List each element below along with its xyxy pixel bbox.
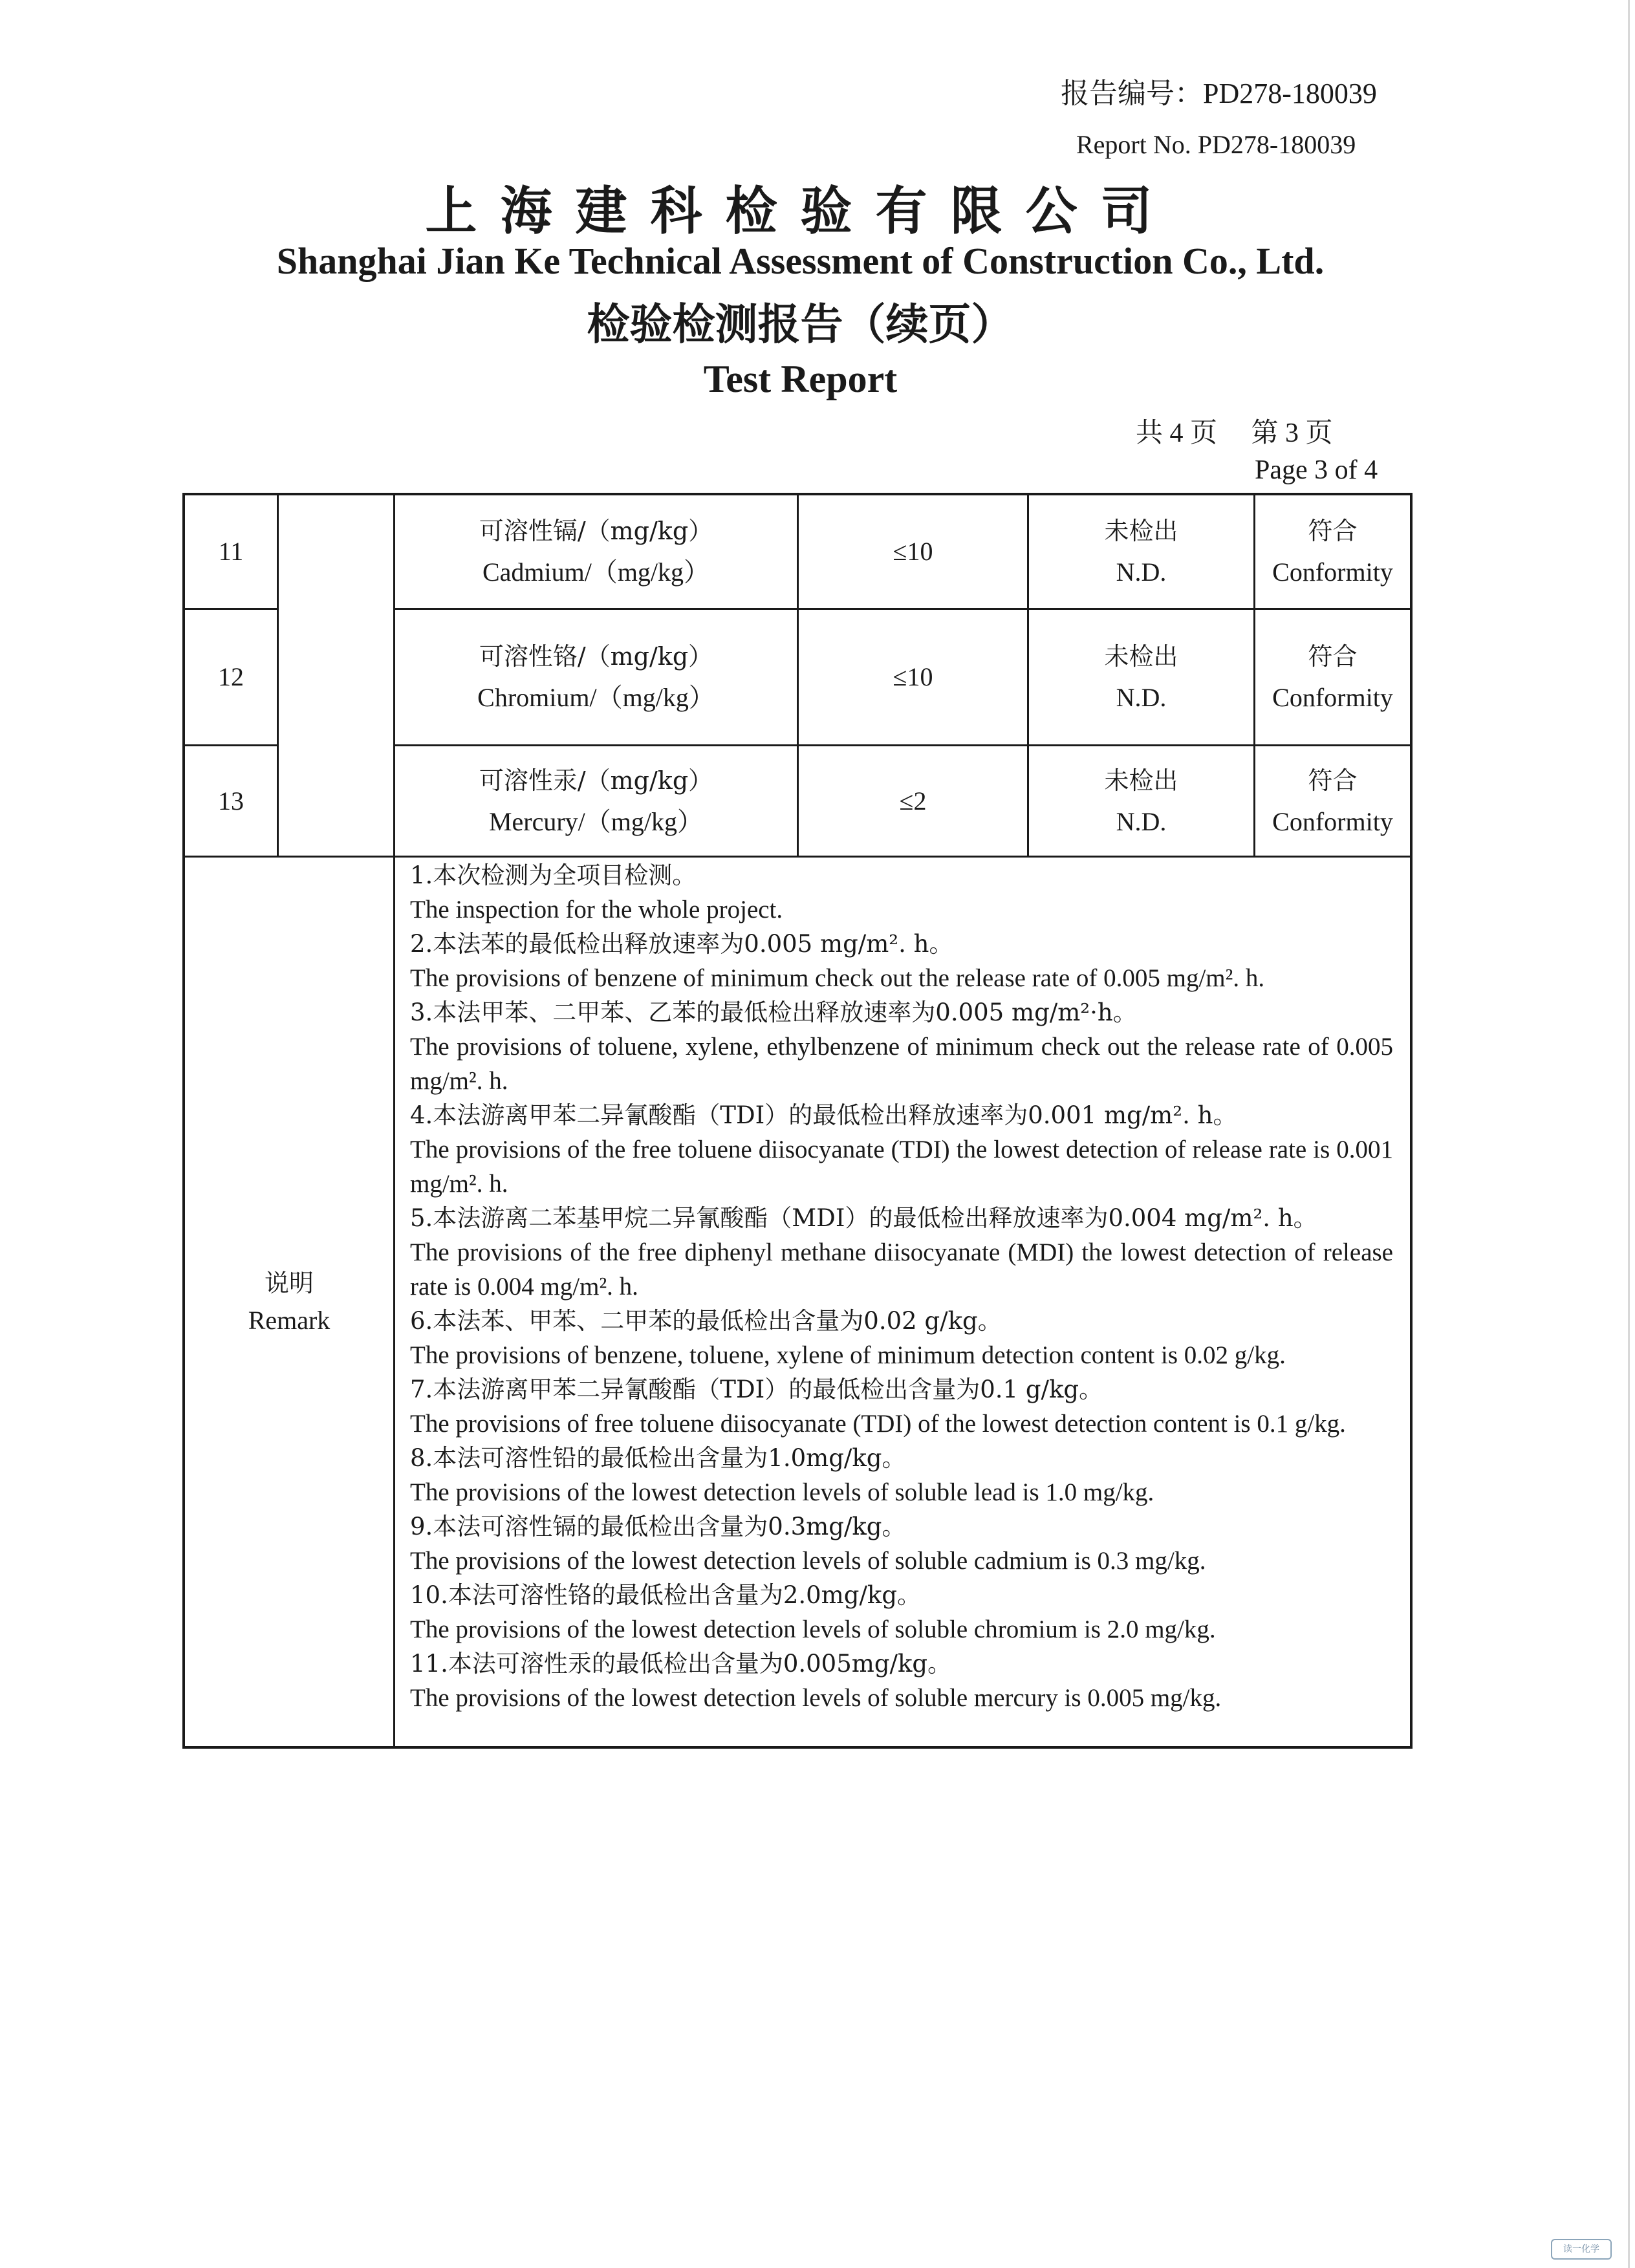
row-number: 12 [218, 662, 244, 691]
remark-line-en: The provisions of the lowest detection levels of soluble cadmium is 0.3 mg/kg. [410, 1547, 1206, 1575]
report-title-cn: 检验检测报告（续页） [587, 299, 1014, 349]
report-number-cn: 报告编号：PD278-180039 [1061, 78, 1377, 109]
table-border-right [1410, 493, 1413, 1749]
test-result-en: N.D. [1116, 557, 1167, 587]
test-item-en: Mercury/（mg/kg） [488, 806, 704, 836]
test-item-cn: 可溶性镉/（mg/kg） [479, 517, 713, 545]
watermark-stamp: 读一化学 [1551, 2239, 1612, 2260]
test-item [395, 746, 797, 856]
remark-line-cn: 8.本法可溶性铅的最低检出含量为1.0mg/kg。 [410, 1444, 906, 1472]
remark-line-en: The provisions of free toluene diisocyanate (TDI) of the lowest detection content is 0.1 g/kg. [410, 1410, 1346, 1438]
test-item-cn: 可溶性铬/（mg/kg） [479, 642, 713, 671]
table-border-bottom [182, 1746, 1413, 1749]
verdict-en: Conformity [1272, 806, 1393, 836]
verdict-en: Conformity [1272, 557, 1393, 587]
remark-line-en: The provisions of toluene, xylene, ethylbenzene of minimum check out the release rate of 0.005 mg/m². h. [410, 1033, 1393, 1095]
remark-line-cn: 6.本法苯、甲苯、二甲苯的最低检出含量为0.02 g/kg。 [410, 1307, 1002, 1335]
page-count-en: Page 3 of 4 [1255, 455, 1378, 485]
remark-line-cn: 5.本法游离二苯基甲烷二异氰酸酯（MDI）的最低检出释放速率为0.004 mg/m². h。 [410, 1204, 1317, 1232]
company-name-en: Shanghai Jian Ke Technical Assessment of Construction Co., Ltd. [276, 240, 1325, 282]
test-result-cn: 未检出 [1104, 766, 1178, 795]
report-number-en: Report No. PD278-180039 [1076, 130, 1356, 159]
remark-line-en: The provisions of benzene of minimum check out the release rate of 0.005 mg/m². h. [410, 964, 1265, 992]
remark-line-en: The provisions of the lowest detection levels of soluble chromium is 2.0 mg/kg. [410, 1615, 1216, 1643]
verdict-cn: 符合 [1308, 766, 1358, 795]
row-number: 11 [218, 537, 244, 566]
company-name-cn: 上海建科检验有限公司 [425, 181, 1176, 241]
verdict [1255, 610, 1410, 744]
remark-line-cn: 3.本法甲苯、二甲苯、乙苯的最低检出释放速率为0.005 mg/m²·h。 [410, 999, 1137, 1026]
remark-line-cn: 1.本次检测为全项目检测。 [410, 861, 697, 889]
remark-line-en: The provisions of the free diphenyl methane diisocyanate (MDI) the lowest detection of release rate is 0.004 mg/m². h. [410, 1238, 1393, 1301]
row-number: 13 [218, 786, 244, 815]
limit-value: ≤10 [893, 537, 933, 566]
verdict-cn: 符合 [1308, 517, 1358, 545]
report-title-en: Test Report [703, 358, 898, 400]
remark-line-en: The inspection for the whole project. [410, 896, 783, 923]
test-result [1029, 746, 1253, 856]
remark-line-cn: 2.本法苯的最低检出释放速率为0.005 mg/m². h。 [410, 930, 953, 958]
remark-line-cn: 7.本法游离甲苯二异氰酸酯（TDI）的最低检出含量为0.1 g/kg。 [410, 1376, 1103, 1403]
test-result-cn: 未检出 [1104, 517, 1178, 545]
test-item [395, 495, 797, 608]
page-edge [1628, 0, 1630, 2268]
remark-label [185, 858, 393, 1746]
test-result-cn: 未检出 [1104, 642, 1178, 671]
test-item-en: Chromium/（mg/kg） [477, 683, 715, 712]
verdict-cn: 符合 [1308, 642, 1358, 671]
remark-line-cn: 9.本法可溶性镉的最低检出含量为0.3mg/kg。 [410, 1513, 906, 1540]
col-divider [277, 493, 279, 858]
results-table [182, 493, 1413, 1749]
page-count-cn: 共 4 页 第 3 页 [1136, 418, 1333, 448]
verdict [1255, 746, 1410, 856]
limit-value: ≤2 [899, 786, 927, 815]
verdict [1255, 495, 1410, 608]
test-result-en: N.D. [1116, 806, 1167, 836]
limit-value: ≤10 [893, 662, 933, 691]
remark-line-cn: 11.本法可溶性汞的最低检出含量为0.005mg/kg。 [410, 1650, 952, 1678]
test-item-cn: 可溶性汞/（mg/kg） [479, 766, 713, 795]
remark-line-cn: 4.本法游离甲苯二异氰酸酯（TDI）的最低检出释放速率为0.001 mg/m². h。 [410, 1101, 1237, 1129]
remark-label-cn: 说明 [264, 1269, 314, 1297]
remark-text [410, 858, 1393, 1715]
test-result [1029, 495, 1253, 608]
test-item-en: Cadmium/（mg/kg） [482, 557, 710, 587]
remark-line-en: The provisions of the free toluene diisocyanate (TDI) the lowest detection of release rate is 0.001 mg/m². h. [410, 1136, 1393, 1198]
remark-line-en: The provisions of the lowest detection levels of soluble lead is 1.0 mg/kg. [410, 1478, 1154, 1506]
test-result-en: N.D. [1116, 683, 1167, 712]
test-result [1029, 610, 1253, 744]
remark-line-en: The provisions of the lowest detection levels of soluble mercury is 0.005 mg/kg. [410, 1684, 1222, 1712]
verdict-en: Conformity [1272, 683, 1393, 712]
remark-label-en: Remark [248, 1306, 330, 1335]
remark-line-en: The provisions of benzene, toluene, xylene of minimum detection content is 0.02 g/kg. [410, 1341, 1286, 1369]
remark-line-cn: 10.本法可溶性铬的最低检出含量为2.0mg/kg。 [410, 1581, 922, 1609]
test-item [395, 610, 797, 744]
